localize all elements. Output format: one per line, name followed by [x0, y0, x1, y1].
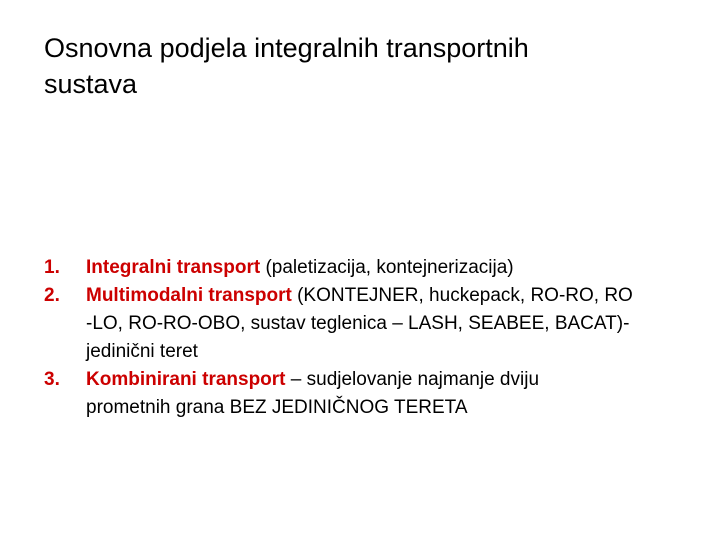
item-line: [86, 282, 684, 310]
item-line: -LO, RO-RO-OBO, sustav teglenica – LASH, SEABEE, BACAT)-: [86, 313, 630, 334]
item-description: (paletizacija, kontejnerizacija): [260, 257, 514, 278]
item-line: jedinični teret: [86, 341, 198, 362]
item-description: (KONTEJNER, huckepack, RO-RO, RO: [291, 285, 633, 306]
item-text: [86, 366, 684, 422]
item-line: [86, 366, 684, 394]
item-number: 2.: [44, 285, 60, 306]
slide-title: [44, 30, 644, 102]
title-line-1: Osnovna podjela integralnih transportnih: [44, 33, 529, 63]
list-item-2: [44, 282, 684, 366]
item-number: 3.: [44, 369, 60, 390]
title-line-2: sustava: [44, 69, 138, 99]
item-line: [86, 254, 684, 282]
item-term: Multimodalni transport: [86, 285, 292, 306]
item-line: prometnih grana BEZ JEDINIČNOG TERETA: [86, 397, 468, 418]
list-item-3: [44, 366, 684, 422]
item-term: Kombinirani transport: [86, 369, 286, 390]
item-text: [86, 282, 684, 366]
item-number: 1.: [44, 257, 60, 278]
item-term: Integralni transport: [86, 257, 261, 278]
item-description: – sudjelovanje najmanje dviju: [285, 369, 540, 390]
transport-list: [44, 254, 684, 422]
item-text: [86, 254, 684, 282]
list-item-1: [44, 254, 684, 282]
